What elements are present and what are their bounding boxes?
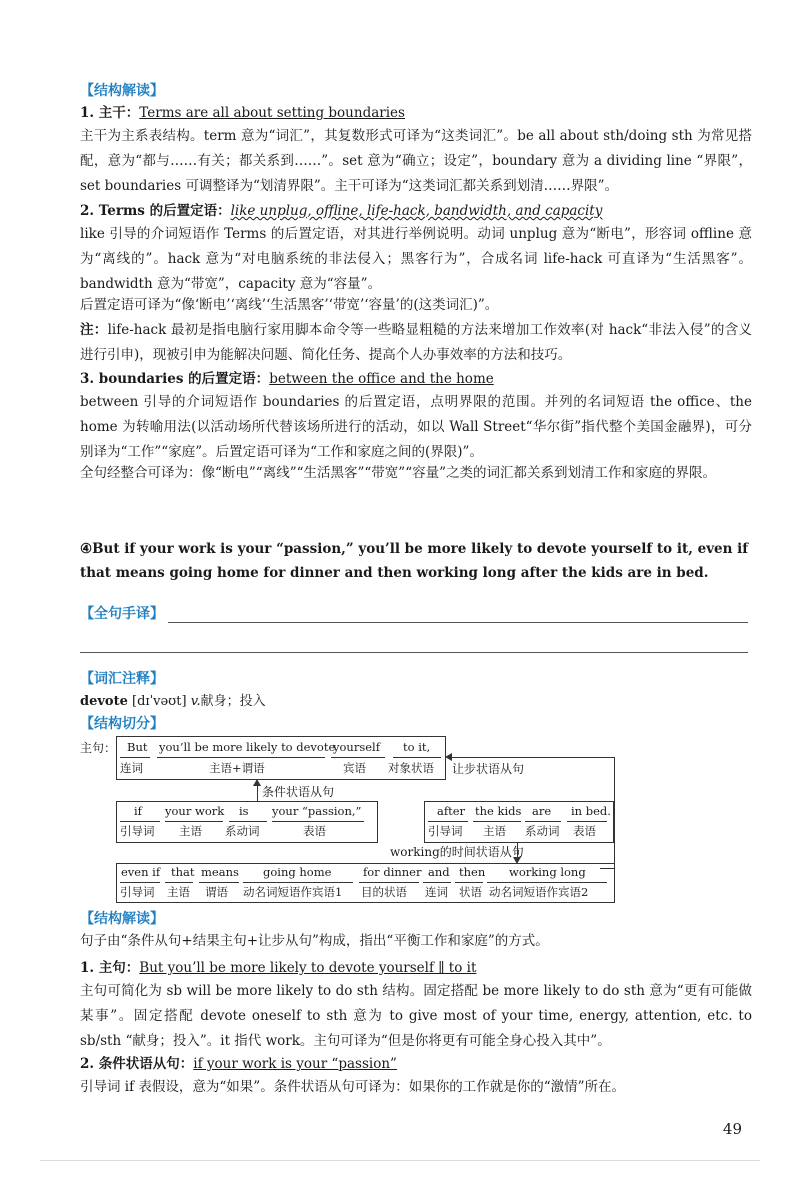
cond-word-3: your “passion,” (272, 804, 362, 818)
item3-explanation: between 引导的介词短语作 boundaries 的后置定语，点明界限的范围。并列的名词短语 the office、the home 为转喻用法(以活动场所代替该场所进行的活动，如以 Wall Street“华尔街”指代整个美国金融界)，可分别译为“工作”“家庭”。后置定语可译为“工作和家庭之间的(界限)”。 (80, 394, 752, 460)
conc-word-6: then (459, 865, 486, 879)
time-tag-3: 表语 (573, 824, 596, 838)
cond-word-2: is (239, 804, 249, 818)
cond-tag-1: 主语 (179, 824, 202, 838)
main-clause-label: 主句： (80, 741, 117, 755)
conc-word-7: working long (509, 865, 586, 879)
s2-item2-explanation: 引导词 if 表假设，意为“如果”。条件状语从句可译为：如果你的工作就是你的“激情”所在。 (80, 1079, 626, 1095)
concession-clause-box (116, 863, 615, 903)
note-head: 注： (80, 322, 108, 338)
s2-item1-main: But you’ll be more likely to devote yourself ∥ to it (139, 960, 477, 976)
item2-modifier: like unplug, offline, life-hack, bandwidth, and capacity (230, 203, 603, 219)
item2-explanation: like 引导的介词短语作 Terms 的后置定语，对其进行举例说明。动词 unplug 意为“断电”，形容词 offline 意为“离线的”。hack 意为“对电脑系统的非法侵入；黑客行为”，合成名词 life-hack 可直译为“生活黑客”。bandwidth 意为“带宽”，capacity 意为“容量”。 (80, 226, 752, 292)
time-word-0: after (437, 804, 466, 818)
conc-tag-0: 引导词 (120, 885, 155, 899)
section2-intro: 句子由“条件从句+结果主句+让步从句”构成，指出“平衡工作和家庭”的方式。 (80, 933, 549, 949)
sentence-number: ④ (80, 541, 93, 557)
conc-word-3: going home (263, 865, 332, 879)
section-heading-structure: 【结构解读】 (80, 83, 164, 99)
vocab-heading: 【词汇注释】 (80, 671, 164, 687)
conc-tag-6: 状语 (459, 885, 482, 899)
item3-head: 3. boundaries 的后置定语： (80, 371, 270, 387)
time-word-2: are (532, 804, 552, 818)
s2-item2-main: if your work is your “passion” (193, 1056, 397, 1072)
item1-head: 1. 主干： (80, 105, 140, 121)
item3-line (80, 367, 494, 387)
main-word-3: to it, (403, 740, 431, 754)
page-number: 49 (722, 1120, 742, 1138)
note-text: life-hack 最初是指电脑行家用脚本命令等一些略显粗糙的方法来增加工作效率(对 hack“非法入侵”的含义进行引申)，现被引申为能解决问题、简化任务、提高个人办事效率的方法和技巧。 (80, 322, 753, 363)
translate-heading: 【全句手译】 (80, 606, 164, 622)
conc-word-4: for dinner (363, 865, 422, 879)
conc-tag-2: 谓语 (205, 885, 228, 899)
main-tag-3: 对象状语 (388, 761, 434, 775)
conc-word-1: that (171, 865, 195, 879)
vocab-phonetic: [dɪˈvəʊt] (132, 694, 187, 709)
s2-item1-line (80, 956, 476, 976)
time-word-1: the kids (475, 804, 522, 818)
condition-clause-box (116, 801, 378, 843)
cond-word-0: if (134, 804, 142, 818)
main-word-0: But (127, 740, 148, 754)
conc-word-2: means (201, 865, 239, 879)
conc-word-0: even if (121, 865, 161, 879)
item2-translation: 后置定语可译为“像‘断电’‘离线’‘生活黑客’‘带宽’‘容量’的(这类词汇)”。 (80, 297, 499, 313)
s2-item1-head: 1. 主句： (80, 960, 140, 976)
item1-line (80, 101, 405, 121)
cond-tag-0: 引导词 (120, 824, 155, 838)
cond-word-1: your work (165, 804, 225, 818)
time-label: working的时间状语从句 (390, 845, 524, 859)
item2-head: 2. Terms 的后置定语： (80, 203, 231, 219)
split-heading: 【结构切分】 (80, 716, 164, 732)
concession-label: 让步状语从句 (452, 762, 525, 776)
conc-tag-1: 主语 (167, 885, 190, 899)
conc-tag-5: 连词 (425, 885, 448, 899)
main-word-1: you’ll be more likely to devote (159, 740, 336, 754)
conc-tag-3: 动名词短语作宾语1 (243, 885, 343, 899)
main-tag-2: 宾语 (343, 761, 366, 775)
item3-modifier: between the office and the home (269, 371, 494, 387)
conc-tag-7: 动名词短语作宾语2 (489, 885, 589, 899)
condition-label: 条件状语从句 (262, 785, 335, 799)
cond-tag-2: 系动词 (225, 824, 260, 838)
item1-main-clause: Terms are all about setting boundaries (139, 105, 405, 121)
s2-item1-explanation: 主句可简化为 sb will be more likely to do sth 结构。固定搭配 be more likely to do sth 意为“更有可能做某事”。固定搭配 devote oneself to sth 意为 to give most of your time, energy, attention, etc. to sb/sth “献身；投入”。it 指代 work。主句可译为“但是你将更有可能全身心投入其中”。 (80, 983, 752, 1049)
item1-explanation: 主干为主系表结构。term 意为“词汇”，其复数形式可译为“这类词汇”。be all about sth/doing sth 为常见搭配，意为“都与……有关；都关系到……”。set 意为“确立；设定”，boundary 意为 a dividing line “界限”，set boundaries 可调整译为“划清界限”。主干可译为“这类词汇都关系到划清……界限”。 (80, 128, 752, 194)
main-tag-1: 主语+谓语 (209, 761, 265, 775)
s2-item2-head: 2. 条件状语从句： (80, 1056, 194, 1072)
cond-tag-3: 表语 (303, 824, 326, 838)
time-tag-0: 引导词 (428, 824, 463, 838)
main-tag-0: 连词 (120, 761, 143, 775)
vocab-word: devote (80, 694, 128, 709)
s2-item2-line (80, 1052, 397, 1072)
time-clause-box (424, 801, 614, 843)
sentence-4 (80, 537, 750, 585)
time-word-3: in bed. (571, 804, 611, 818)
vocab-pos: v. (190, 694, 201, 709)
time-tag-2: 系动词 (525, 824, 560, 838)
main-word-2: yourself (333, 740, 380, 754)
section-heading-structure-2: 【结构解读】 (80, 911, 164, 927)
item2-line (80, 199, 602, 219)
note-paragraph (80, 318, 752, 368)
full-translation: 全句经整合可译为：像“断电”“离线”“生活黑客”“带宽”“容量”之类的词汇都关系到划清工作和家庭的界限。 (80, 465, 717, 481)
answer-line-2[interactable] (80, 652, 748, 653)
main-clause-box (116, 736, 446, 780)
vocab-entry (80, 690, 266, 709)
time-tag-1: 主语 (483, 824, 506, 838)
answer-line-1[interactable] (168, 622, 748, 623)
sentence-text: But if your work is your “passion,” you’ll be more likely to devote yourself to it, even if that means going home for dinner and then working long after the kids are in bed. (80, 541, 749, 581)
conc-word-5: and (428, 865, 450, 879)
vocab-meaning: 献身；投入 (200, 694, 266, 709)
page-bottom-edge (40, 1160, 760, 1161)
conc-tag-4: 目的状语 (361, 885, 407, 899)
